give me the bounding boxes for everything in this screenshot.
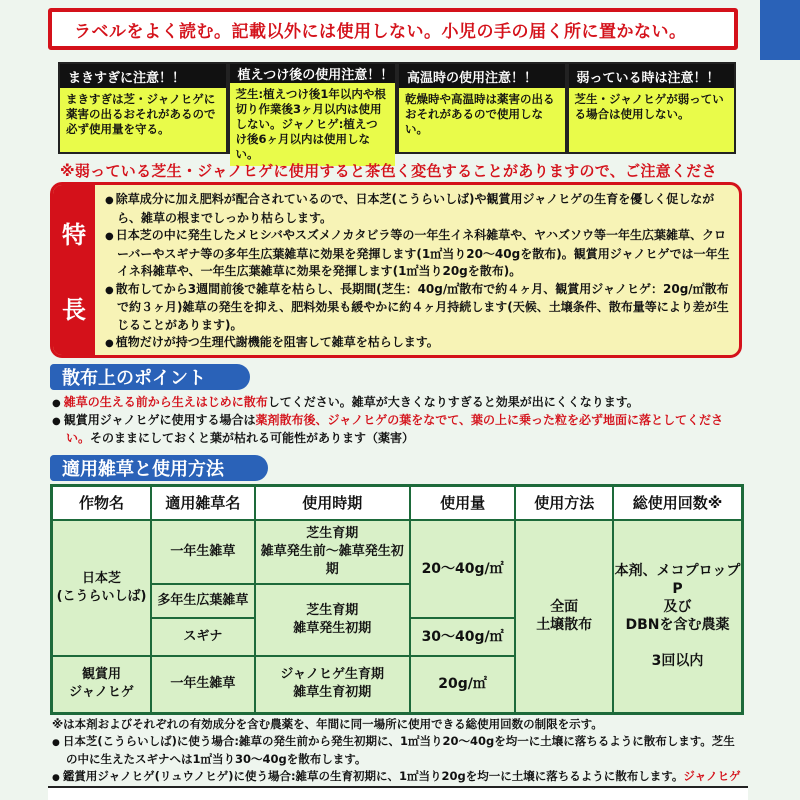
method-cell: 全面 土壌散布 — [515, 520, 613, 714]
point-highlight: 薬剤散布後、ジャノヒゲの葉をなでて、葉の上に乗った粒を必ず地面に落としてください。 — [66, 413, 724, 445]
col-total-count: 総使用回数※ — [613, 486, 743, 520]
table-header-row — [52, 486, 743, 520]
point-highlight: 雑草の生える前から生えはじめに散布 — [63, 395, 268, 409]
amount-cell: 30～40g/㎡ — [410, 618, 516, 656]
total-count-cell: 本剤、メコプロップP 及び DBNを含む農薬 3回以内 — [613, 520, 743, 714]
caution-box-after-planting — [228, 62, 398, 161]
caution-title: 植えつけ後の使用注意！！ — [230, 64, 396, 83]
features-label-char: 特 — [62, 221, 86, 249]
note-text: 鑑賞用ジャノヒゲ(リュウノヒゲ)に使う場合:雑草の生育初期に、1㎡当り20gを均一に土壌に落ちるように散布します。 — [62, 768, 684, 783]
point-text: 観賞用ジャノヒゲに使用する場合は — [63, 413, 256, 427]
caution-boxes — [58, 62, 736, 161]
caution-body: 芝生:植えつけ後1年以内や根切り作業後3ヶ月以内は使用しない。ジャノヒゲ:植えつけ後6ヶ月以内は使用しない。 — [230, 83, 396, 166]
points-header: 散布上のポイント — [50, 364, 250, 390]
caution-title: 高温時の使用注意！！ — [399, 64, 565, 88]
point-item — [52, 394, 742, 412]
features-label-char: 長 — [62, 296, 86, 324]
note-item: ※は本剤およびそれぞれの有効成分を含む農薬を、年間に同一場所に使用できる総使用回数の制限を示す。 — [52, 717, 603, 731]
point-text: そのままにしておくと葉が枯れる可能性があります（薬害） — [90, 431, 415, 445]
caution-box-overuse — [58, 62, 228, 154]
weed-cell: 多年生広葉雑草 — [151, 584, 255, 618]
caution-body: 芝生・ジャノヒゲが弱っている場合は使用しない。 — [569, 88, 735, 152]
caution-body: 乾燥時や高温時は薬害の出るおそれがあるので使用しない。 — [399, 88, 565, 152]
weed-cell: 一年生雑草 — [151, 520, 255, 584]
point-item — [52, 412, 742, 447]
weed-cell: 一年生雑草 — [151, 656, 255, 714]
feature-item: ● 日本芝の中に発生したメヒシバやスズメノカタビラ等の一年生イネ科雑草や、ヤハズソウ等一年生広葉雑草、クローバーやスギナ等の多年生広葉雑草に効果を発揮します(1㎡当り20～40gを散布)。観賞用ジャノヒゲでは一年生イネ科雑草や、一年生広葉雑草に効果を発揮します(1㎡当り20gを散布)。 — [105, 227, 737, 281]
feature-item: ● 除草成分に加え肥料が配合されているので、日本芝(こうらいしば)や観賞用ジャノヒゲの生育を優しく促しながら、雑草の根までしっかり枯らします。 — [105, 191, 737, 227]
period-cell: 芝生育期 雑草発生前～雑草発生初期 — [255, 520, 410, 584]
point-text: してください。雑草が大きくなりすぎると効果が出にくくなります。 — [267, 395, 639, 409]
table-row — [52, 520, 743, 584]
top-warning-banner: ラベルをよく読む。記載以外には使用しない。小児の手の届く所に置かない。 — [48, 8, 738, 50]
amount-cell: 20～40g/㎡ — [410, 520, 516, 618]
caution-body: まきすぎは芝・ジャノヒゲに薬害の出るおそれがあるので必ず使用量を守る。 — [60, 88, 226, 152]
col-period: 使用時期 — [255, 486, 410, 520]
bottom-border — [48, 786, 748, 800]
caution-title: まきすぎに注意！！ — [60, 64, 226, 88]
features-box — [50, 182, 742, 358]
features-list — [105, 191, 737, 353]
weed-cell: スギナ — [151, 618, 255, 656]
points-list — [52, 394, 742, 447]
caution-box-high-temp — [397, 62, 567, 154]
amount-cell: 20g/㎡ — [410, 656, 516, 714]
period-cell: 芝生育期 雑草発生初期 — [255, 584, 410, 656]
note-item: ● 日本芝(こうらいしば)に使う場合:雑草の発生前から発生初期に、1㎡当り20～40gを均一に土壌に落ちるように散布します。芝生の中に生えたスギナへは1㎡当り30～40gを散布します。 — [52, 733, 746, 768]
feature-item: ● 植物だけが持つ生理代謝機能を阻害して雑草を枯らします。 — [105, 334, 737, 353]
col-method: 使用方法 — [515, 486, 613, 520]
col-crop: 作物名 — [52, 486, 152, 520]
crop-cell: 観賞用 ジャノヒゲ — [52, 656, 152, 714]
col-amount: 使用量 — [410, 486, 516, 520]
features-label — [53, 185, 95, 355]
col-weed: 適用雑草名 — [151, 486, 255, 520]
crop-cell: 日本芝 (こうらいしば) — [52, 520, 152, 656]
caution-box-weak — [567, 62, 737, 154]
usage-header: 適用雑草と使用方法 — [50, 455, 268, 481]
feature-item: ● 散布してから3週間前後で雑草を枯らし、長期間(芝生：40g/㎡散布で約４ヶ月、観賞用ジャノヒゲ：20g/㎡散布で約３ヶ月)雑草の発生を抑え、肥料効果も緩やかに約４ヶ月持続します(天候、土壌条件、散布量等により差が生じることがあります)。 — [105, 281, 737, 335]
discoloration-notice: ※弱っている芝生・ジャノヒゲに使用すると茶色く変色することがありますので、ご注意くださ — [60, 162, 717, 180]
period-cell: ジャノヒゲ生育期 雑草生育初期 — [255, 656, 410, 714]
usage-table — [50, 484, 744, 715]
package-edge — [760, 0, 800, 60]
note-highlight: ジャノヒゲ — [683, 768, 741, 783]
caution-title: 弱っている時は注意！！ — [569, 64, 735, 88]
